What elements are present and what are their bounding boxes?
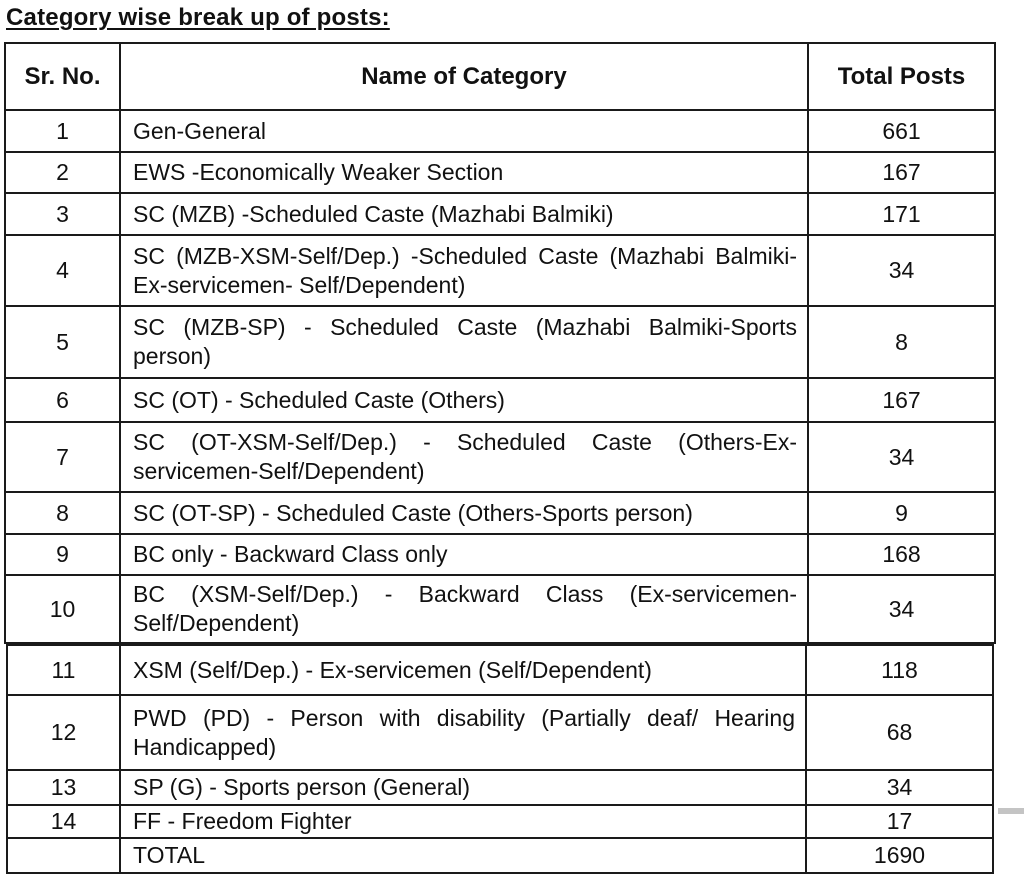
row-sr-no: 8 bbox=[5, 492, 120, 534]
table-row bbox=[5, 306, 995, 378]
table-row bbox=[5, 575, 995, 643]
row-posts: 34 bbox=[808, 575, 995, 643]
row-sr-no: 14 bbox=[7, 805, 120, 838]
row-sr-no: 10 bbox=[5, 575, 120, 643]
row-category: BC only - Backward Class only bbox=[120, 534, 808, 575]
row-category: BC (XSM-Self/Dep.) - Backward Class (Ex-servicemen-Self/Dependent) bbox=[120, 575, 808, 643]
table-row bbox=[5, 193, 995, 235]
row-sr-no: 3 bbox=[5, 193, 120, 235]
category-table-part-2 bbox=[6, 644, 994, 874]
table-row bbox=[5, 534, 995, 575]
category-table-part-1 bbox=[4, 42, 996, 644]
row-posts: 68 bbox=[806, 695, 993, 770]
row-posts: 118 bbox=[806, 645, 993, 695]
row-posts: 8 bbox=[808, 306, 995, 378]
row-posts: 17 bbox=[806, 805, 993, 838]
page-title: Category wise break up of posts: bbox=[6, 4, 390, 31]
row-category: XSM (Self/Dep.) - Ex-servicemen (Self/Dependent) bbox=[120, 645, 806, 695]
total-row bbox=[7, 838, 993, 873]
row-sr-no: 2 bbox=[5, 152, 120, 193]
row-posts: 168 bbox=[808, 534, 995, 575]
table-row bbox=[5, 492, 995, 534]
row-posts: 167 bbox=[808, 152, 995, 193]
row-category: Gen-General bbox=[120, 110, 808, 152]
row-sr-no: 6 bbox=[5, 378, 120, 422]
row-category: SC (OT-XSM-Self/Dep.) - Scheduled Caste (Others-Ex-servicemen-Self/Dependent) bbox=[120, 422, 808, 492]
row-posts: 34 bbox=[806, 770, 993, 805]
row-sr-no: 11 bbox=[7, 645, 120, 695]
table-header-row bbox=[5, 43, 995, 110]
table-row bbox=[5, 152, 995, 193]
row-posts: 171 bbox=[808, 193, 995, 235]
row-posts: 34 bbox=[808, 235, 995, 306]
row-posts: 167 bbox=[808, 378, 995, 422]
table-row bbox=[5, 378, 995, 422]
row-category: FF - Freedom Fighter bbox=[120, 805, 806, 838]
table-row bbox=[7, 805, 993, 838]
total-label: TOTAL bbox=[120, 838, 806, 873]
row-category: SC (MZB-XSM-Self/Dep.) -Scheduled Caste (Mazhabi Balmiki-Ex-servicemen- Self/Dependent) bbox=[120, 235, 808, 306]
row-category: SP (G) - Sports person (General) bbox=[120, 770, 806, 805]
total-row-sr-blank bbox=[7, 838, 120, 873]
table-row bbox=[5, 110, 995, 152]
row-sr-no: 5 bbox=[5, 306, 120, 378]
row-category: SC (MZB-SP) - Scheduled Caste (Mazhabi Balmiki-Sports person) bbox=[120, 306, 808, 378]
row-category: SC (OT-SP) - Scheduled Caste (Others-Sports person) bbox=[120, 492, 808, 534]
row-sr-no: 12 bbox=[7, 695, 120, 770]
row-sr-no: 7 bbox=[5, 422, 120, 492]
row-posts: 9 bbox=[808, 492, 995, 534]
row-posts: 34 bbox=[808, 422, 995, 492]
row-sr-no: 1 bbox=[5, 110, 120, 152]
table-row bbox=[5, 235, 995, 306]
table-row bbox=[7, 645, 993, 695]
table-row bbox=[7, 695, 993, 770]
total-posts-value: 1690 bbox=[806, 838, 993, 873]
row-sr-no: 4 bbox=[5, 235, 120, 306]
row-posts: 661 bbox=[808, 110, 995, 152]
row-sr-no: 9 bbox=[5, 534, 120, 575]
decorative-gray-mark bbox=[998, 808, 1024, 814]
row-category: PWD (PD) - Person with disability (Partially deaf/ Hearing Handicapped) bbox=[120, 695, 806, 770]
table-row bbox=[7, 770, 993, 805]
header-sr-no: Sr. No. bbox=[5, 43, 120, 110]
table-row bbox=[5, 422, 995, 492]
row-category: SC (MZB) -Scheduled Caste (Mazhabi Balmiki) bbox=[120, 193, 808, 235]
row-category: SC (OT) - Scheduled Caste (Others) bbox=[120, 378, 808, 422]
row-sr-no: 13 bbox=[7, 770, 120, 805]
row-category: EWS -Economically Weaker Section bbox=[120, 152, 808, 193]
header-total-posts: Total Posts bbox=[808, 43, 995, 110]
header-category: Name of Category bbox=[120, 43, 808, 110]
